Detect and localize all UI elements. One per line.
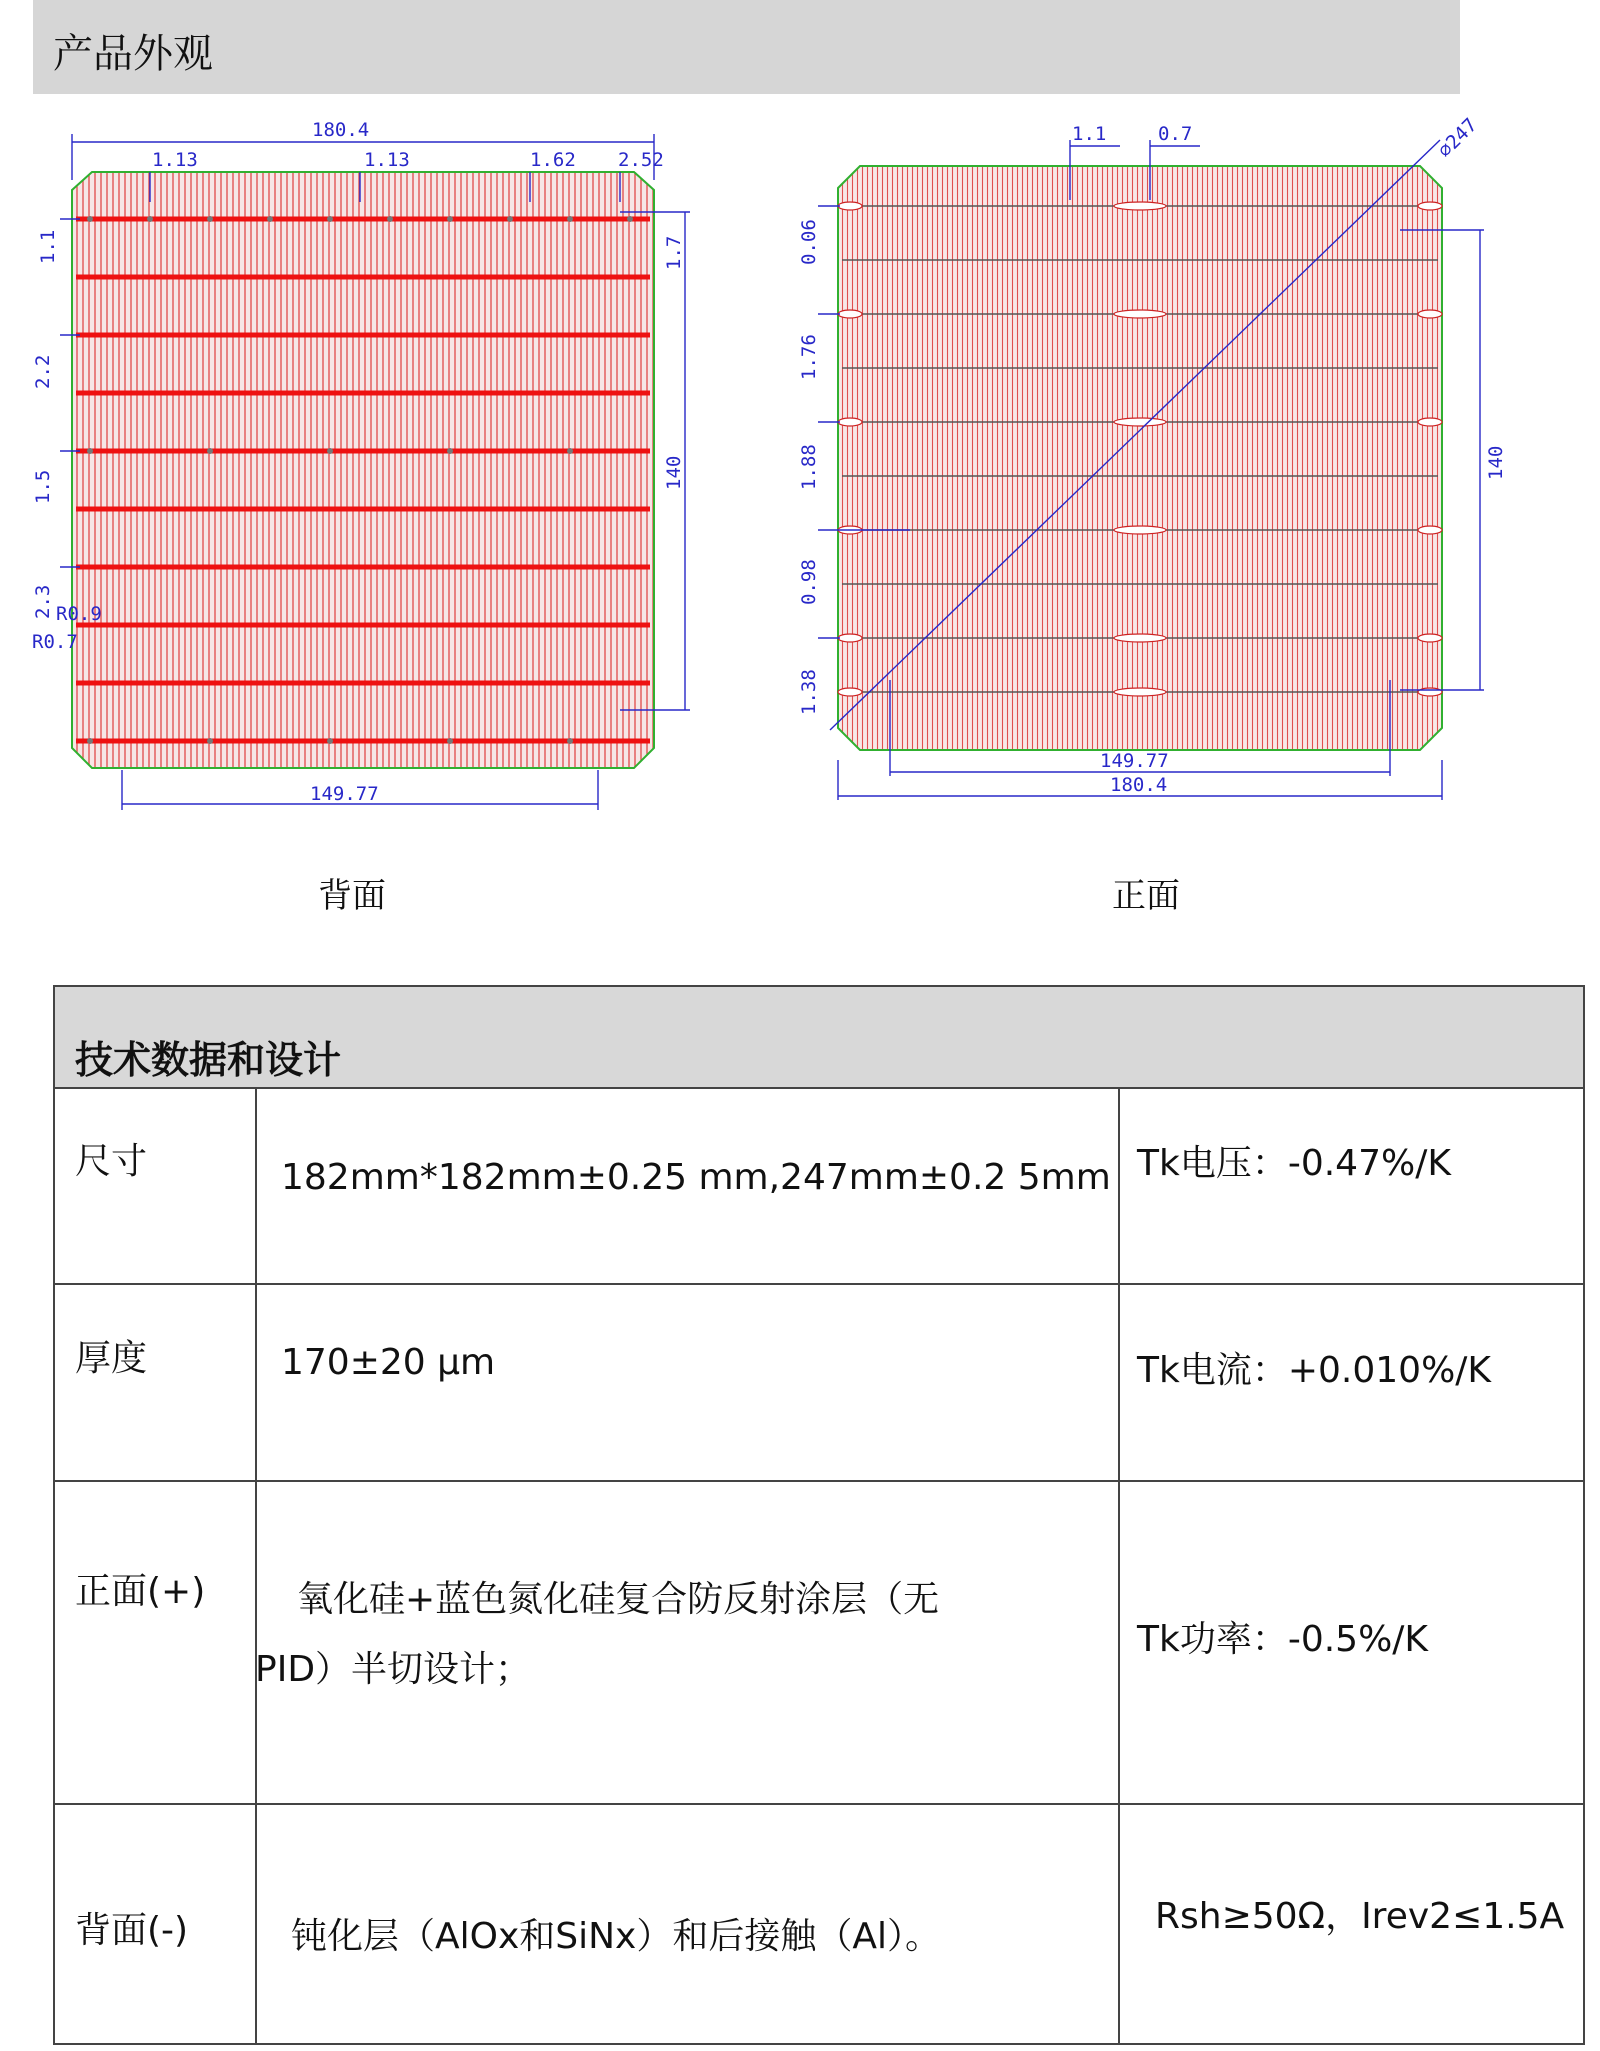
dim-label: 0.98 — [798, 559, 820, 605]
column-divider — [255, 1089, 257, 2043]
row-label-thickness: 厚度 — [75, 1338, 148, 1379]
dim-label: ⌀247 — [1433, 114, 1482, 162]
dim-label: 1.62 — [530, 149, 576, 171]
row-label-back: 背面(-) — [75, 1910, 189, 1951]
dim-label: 180.4 — [1110, 774, 1168, 796]
front-wafer-outline — [838, 166, 1442, 750]
dim-label: R0.7 — [32, 631, 78, 653]
dim-label: 0.7 — [1158, 123, 1193, 145]
row-value-thickness: 170±20 μm — [281, 1342, 496, 1383]
dim-label: 1.7 — [663, 235, 685, 270]
row-coef-voltage: Tk电压：-0.47%/K — [1137, 1143, 1451, 1184]
dim-label: 180.4 — [312, 119, 370, 141]
dim-label: 1.88 — [798, 444, 820, 490]
row-coef-power: Tk功率：-0.5%/K — [1137, 1619, 1429, 1660]
row-divider — [55, 1803, 1583, 1805]
back-wafer-outline — [72, 172, 654, 768]
row-label-front: 正面(+) — [75, 1571, 206, 1612]
back-side-drawing — [20, 119, 685, 820]
dim-label: 149.77 — [310, 783, 379, 805]
dim-label: 140 — [663, 455, 685, 490]
dim-label: 2.52 — [618, 149, 664, 171]
row-value-front-line2: PID）半切设计； — [255, 1649, 532, 1690]
dim-label: 1.1 — [1072, 123, 1107, 145]
row-divider — [55, 1480, 1583, 1482]
row-value-size: 182mm*182mm±0.25 mm,247mm±0.2 5mm — [281, 1157, 1111, 1198]
dim-label: 1.13 — [364, 149, 410, 171]
dim-label: 2.2 — [32, 354, 54, 389]
section-title: 产品外观 — [53, 31, 213, 77]
dim-label: 0.06 — [798, 219, 820, 265]
row-divider — [55, 1283, 1583, 1285]
table-title-row — [55, 987, 1583, 1089]
front-caption: 正面 — [1112, 876, 1180, 916]
spec-table — [53, 985, 1585, 2045]
table-title: 技术数据和设计 — [75, 1038, 342, 1082]
front-side-drawing — [780, 114, 1510, 820]
dim-label: 140 — [1485, 445, 1507, 480]
row-coef-current: Tk电流：+0.010%/K — [1137, 1350, 1492, 1391]
row-value-front-line1: 氧化硅+蓝色氮化硅复合防反射涂层（无 — [297, 1579, 940, 1620]
dim-label: 1.13 — [152, 149, 198, 171]
section-header — [33, 0, 1460, 94]
dim-label: 1.76 — [798, 334, 820, 380]
column-divider — [1118, 1089, 1120, 2043]
row-coef-rsh: Rsh≥50Ω，Irev2≤1.5A — [1155, 1896, 1565, 1937]
dim-label: 1.5 — [32, 469, 54, 504]
dim-label: 1.38 — [798, 669, 820, 715]
row-value-back: 钝化层（AlOx和SiNx）和后接触（Al）。 — [291, 1916, 941, 1957]
dim-label: 2.3 — [32, 584, 54, 619]
dim-label: R0.9 — [56, 603, 102, 625]
row-label-size: 尺寸 — [75, 1141, 148, 1182]
dim-label: 149.77 — [1100, 750, 1169, 772]
back-caption: 背面 — [318, 876, 386, 916]
dim-label: 1.1 — [37, 229, 59, 264]
